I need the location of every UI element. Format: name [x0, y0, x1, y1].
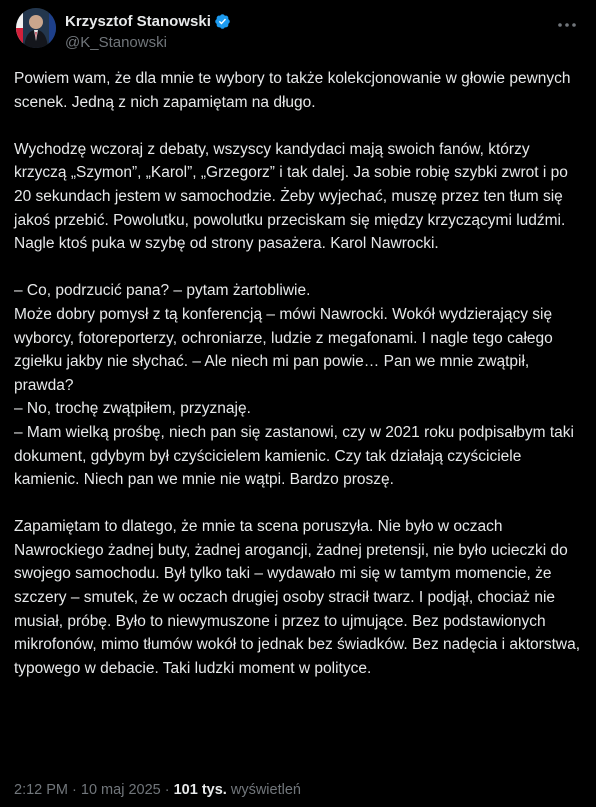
tweet-paragraph: Powiem wam, że dla mnie te wybory to także kolekcjonowanie w głowie pewnych scenek. Jedną z nich zapamiętam na długo.	[14, 70, 571, 111]
author-handle[interactable]: @K_Stanowski	[65, 34, 167, 51]
tweet-paragraph: Wychodzę wczoraj z debaty, wszyscy kandydaci mają swoich fanów, którzy krzyczą „Szymon”, „Karol”, „Grzegorz” i tak dalej. Ja sobie robię szybki zwrot i po 20 sekundach jestem w samochodzie. Żeby wyjechać, muszę przez ten tłum się jakoś przebić. Powolutku, powolutku przeciskam się między krzyczącymi ludźmi. Nagle ktoś puka w szybę od strony pasażera. Karol Nawrocki.	[14, 140, 568, 253]
author-display-name[interactable]: Krzysztof Stanowski	[65, 13, 211, 30]
more-options-button[interactable]	[552, 12, 582, 38]
tweet-text	[14, 67, 584, 680]
avatar-image	[16, 8, 56, 48]
tweet-meta	[14, 782, 301, 798]
meta-separator: ·	[160, 782, 174, 798]
tweet-paragraph: – Co, podrzucić pana? – pytam żartobliwie. Może dobry pomysł z tą konferencją – mówi Nawrocki. Wokół wydzierający się wyborcy, fotoreporterzy, ochroniarze, ludzie z megafonami. I nagle tego całego zgiełku jakby nie słychać. – Ale niech mi pan powie… Pan we mnie zwątpił, prawda? – No, trochę zwątpiłem, przyznaję. – Mam wielką prośbę, niech pan się zastanowi, czy w 2021 roku podpisałbym taki dokument, gdybym był czyścicielem kamienic. Czy tak działają czyściciele kamienic. Niech pan we mnie nie wątpi. Bardzo proszę.	[14, 282, 574, 489]
tweet-date[interactable]: 10 maj 2025	[80, 782, 161, 798]
more-horizontal-icon	[557, 22, 577, 28]
verified-badge-icon	[214, 13, 231, 30]
tweet-header	[0, 0, 596, 60]
meta-separator: ·	[68, 782, 81, 798]
author-name-row	[65, 13, 231, 30]
avatar[interactable]	[16, 8, 56, 48]
views-count: 101 tys.	[173, 782, 227, 798]
tweet-paragraph: Zapamiętam to dlatego, że mnie ta scena poruszyła. Nie było w oczach Nawrockiego żadnej buty, żadnej arogancji, żadnej pretensji, nie było ucieczki do swojego samochodu. Był tylko taki – wydawało mi się w tamtym momencie, że szczery – smutek, że w oczach drugiej osoby stracił twarz. I podjął, chociaż nie musiał, próbę. Było to niewymuszone i przez to ujmujące. Bez podstawionych mikrofonów, mimo tłumów wokół to jednak bez świadków. Bez nadęcia i aktorstwa, typowego w debacie. Taki ludzki moment w polityce.	[14, 518, 580, 677]
views-label: wyświetleń	[226, 782, 301, 798]
tweet-time[interactable]: 2:12 PM	[14, 782, 68, 798]
